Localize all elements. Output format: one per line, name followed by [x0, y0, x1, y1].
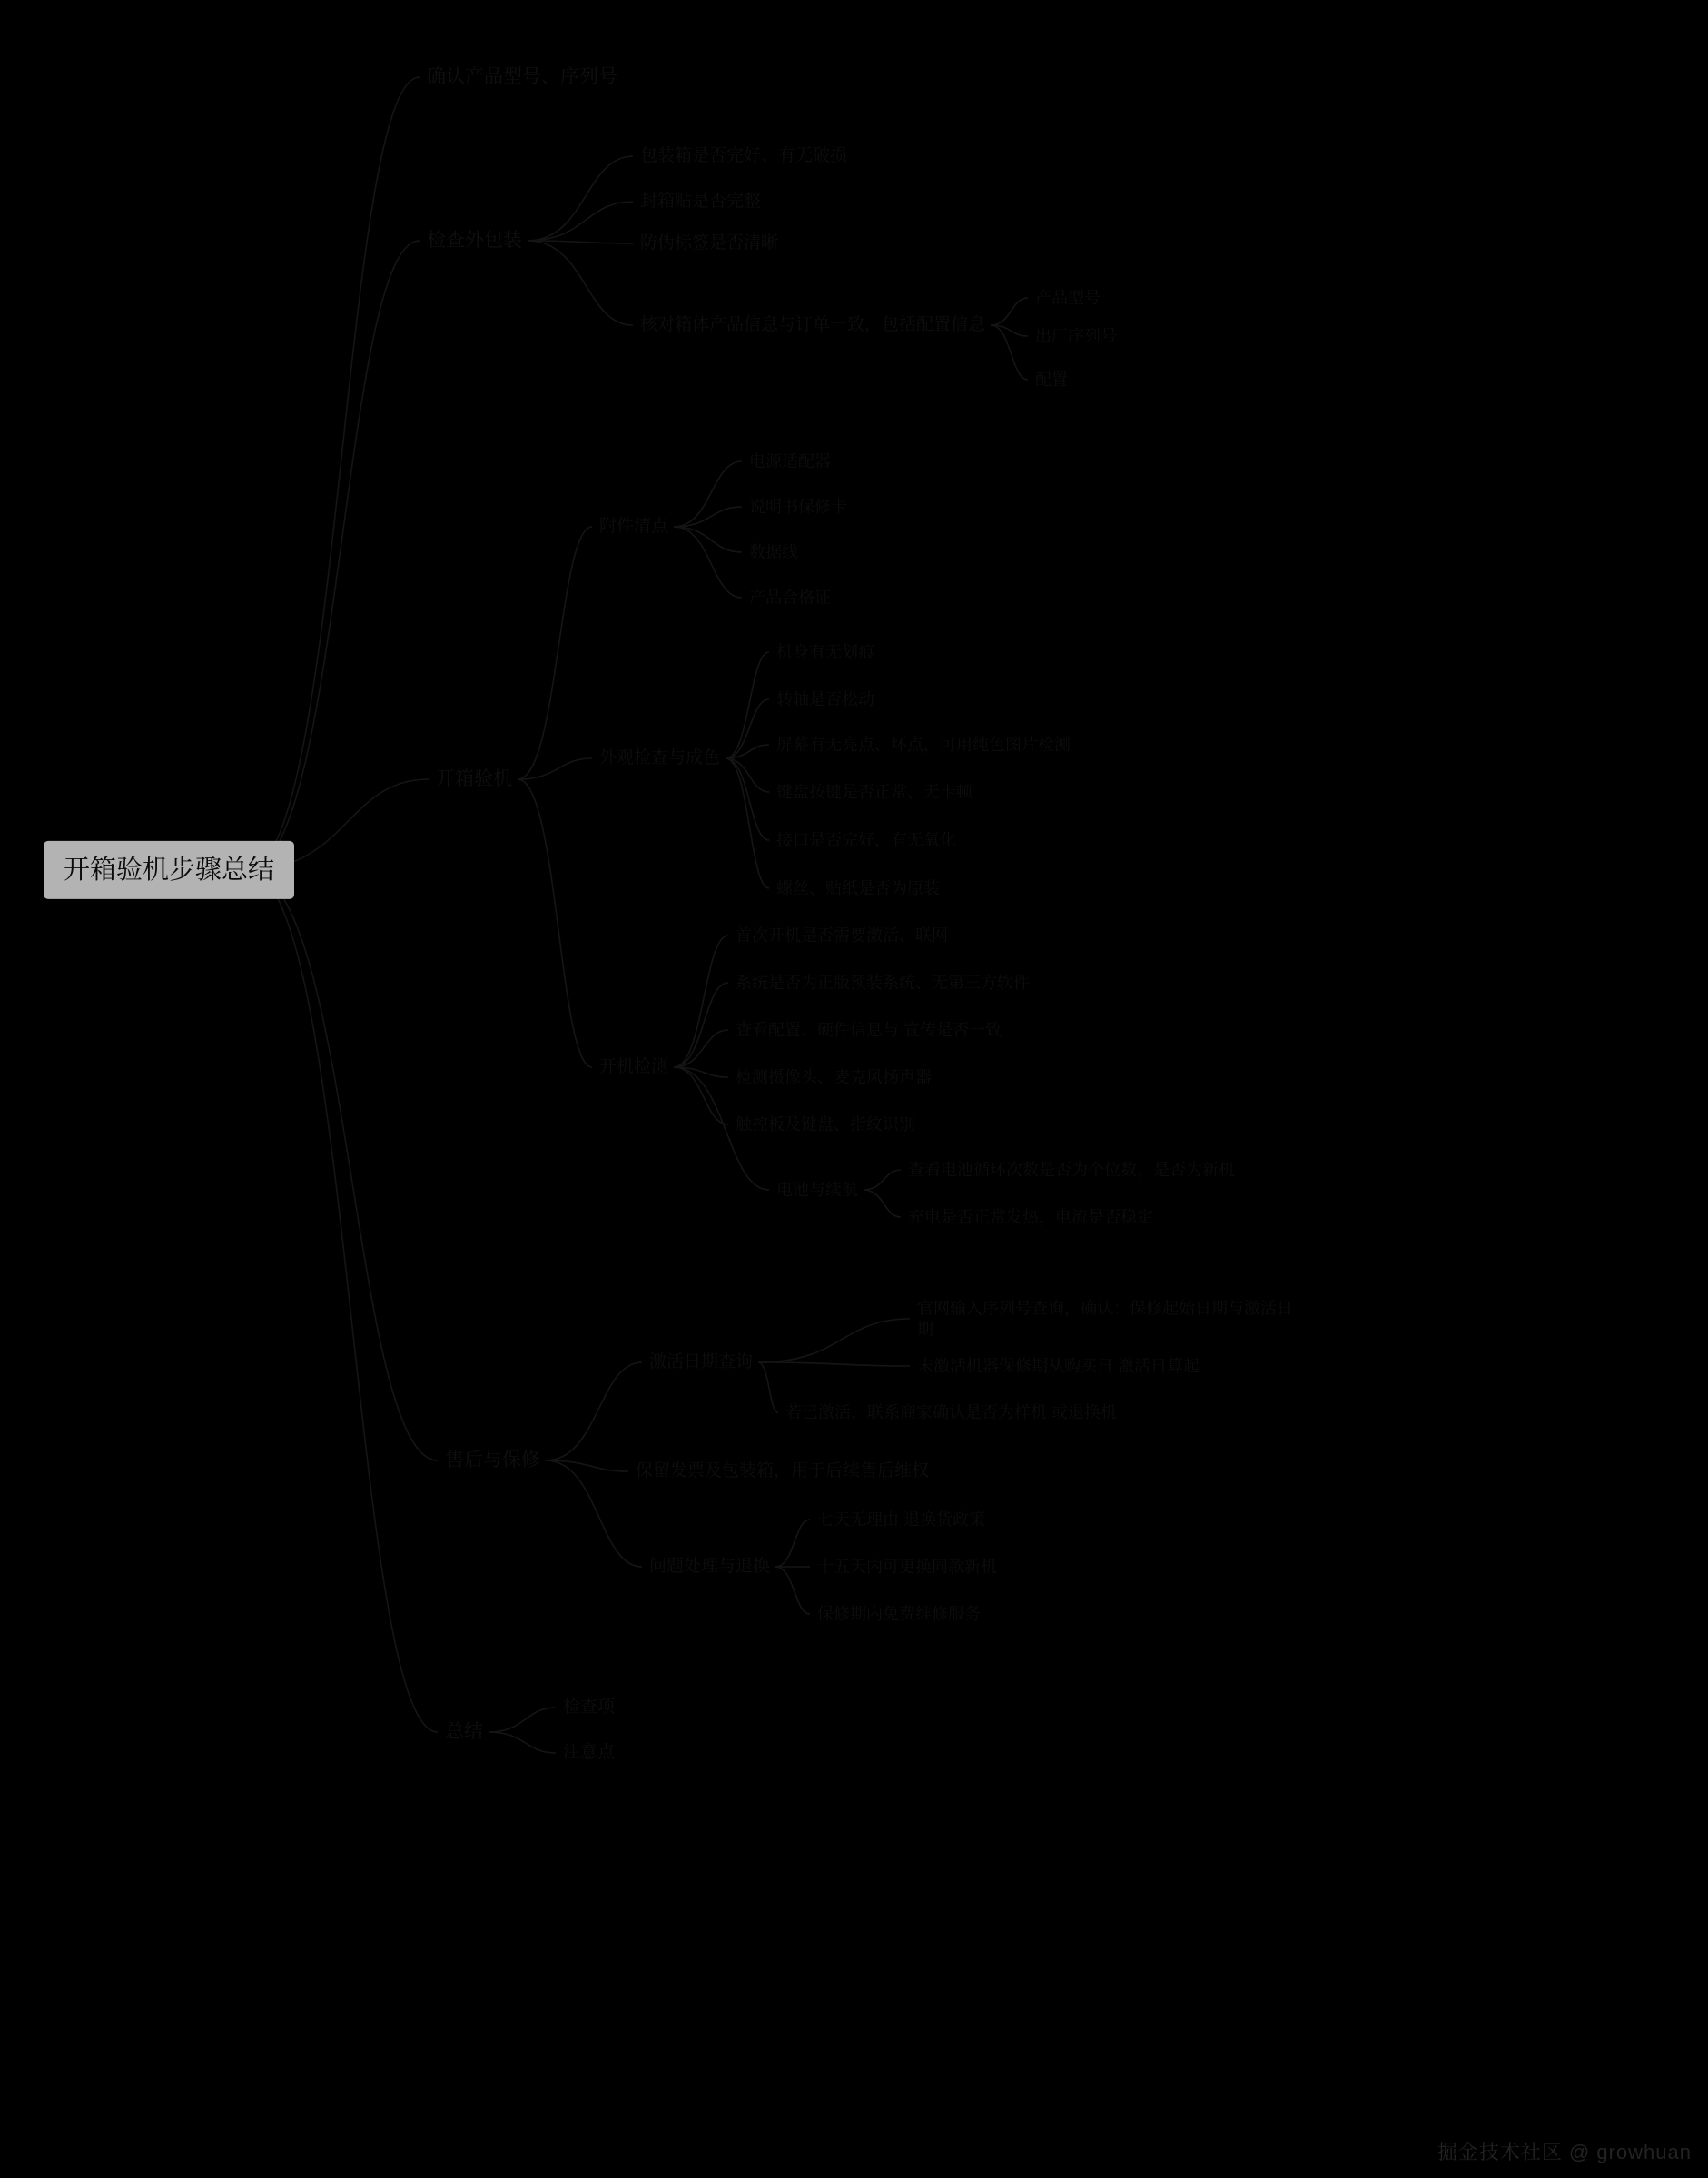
mindmap-node[interactable]: 售后与保修: [445, 1449, 540, 1470]
mindmap-node[interactable]: 转轴是否松动: [776, 689, 874, 708]
mindmap-node[interactable]: 注意点: [563, 1743, 616, 1763]
mindmap-node[interactable]: 出厂序列号: [1035, 326, 1117, 345]
mindmap-node[interactable]: 产品合格证: [749, 588, 831, 607]
mindmap-node[interactable]: 检查外包装: [427, 229, 522, 251]
mindmap-node[interactable]: 开箱验机: [436, 767, 512, 789]
mindmap-node[interactable]: 核对箱体产品信息与订单一致，包括配置信息: [640, 315, 986, 335]
mindmap-node[interactable]: 电源适配器: [749, 451, 831, 470]
mindmap-node[interactable]: 未激活机器保修期从购买日 激活日算起: [917, 1356, 1200, 1375]
mindmap-node[interactable]: 接口是否完好，有无氧化: [776, 830, 956, 849]
mindmap-node[interactable]: 配置: [1035, 370, 1068, 389]
mindmap-node[interactable]: 查看配置、硬件信息与 宣传是否一致: [736, 1020, 1002, 1039]
mindmap-node[interactable]: 官网输入序列号查询，确认：保修起始日期与激活日期: [917, 1299, 1293, 1338]
mindmap-node[interactable]: 激活日期查询: [649, 1352, 754, 1372]
mindmap-node[interactable]: 包装箱是否完好、有无破损: [640, 146, 848, 166]
mindmap-node[interactable]: 说明书保修卡: [749, 497, 847, 516]
mindmap-node[interactable]: 确认产品型号、序列号: [427, 65, 617, 87]
mindmap-node[interactable]: 电池与续航: [776, 1180, 858, 1199]
mindmap-node[interactable]: 开机检测: [599, 1057, 669, 1077]
mindmap-node[interactable]: 防伪标签是否清晰: [640, 233, 779, 253]
mindmap-node[interactable]: 若已激活，联系商家确认是否为样机 或退换机: [785, 1402, 1117, 1421]
mindmap-node[interactable]: 附件清点: [599, 517, 669, 537]
mindmap-node[interactable]: 保修期内免费维修服务: [817, 1604, 981, 1623]
mindmap-node[interactable]: 机身有无划痕: [776, 642, 874, 661]
mindmap-node[interactable]: 封箱贴是否完整: [640, 192, 762, 212]
mindmap-node[interactable]: 充电是否正常发热，电流是否稳定: [908, 1207, 1153, 1226]
mindmap-node[interactable]: 螺丝、贴纸是否为原装: [776, 878, 940, 897]
mindmap-node[interactable]: 问题处理与退换: [649, 1557, 771, 1577]
mindmap-node[interactable]: 保留发票及包装箱，用于后续售后维权: [636, 1461, 930, 1481]
mindmap-node[interactable]: 七天无理由 退换货政策: [817, 1510, 985, 1529]
watermark: 掘金技术社区 @ growhuan: [1436, 2141, 1692, 2163]
mindmap-node[interactable]: 系统是否为正版预装系统、无第三方软件: [736, 973, 1030, 992]
mindmap-root-node[interactable]: 开箱验机步骤总结: [44, 841, 294, 899]
mindmap-node[interactable]: 十五天内可更换同款新机: [817, 1557, 997, 1576]
mindmap-node[interactable]: 外观检查与成色: [599, 748, 721, 768]
mindmap-node[interactable]: 检测摄像头、麦克风扬声器: [736, 1067, 932, 1086]
mindmap-node[interactable]: 检查项: [563, 1698, 616, 1718]
mindmap-node[interactable]: 键盘按键是否正常、无卡顿: [776, 782, 972, 801]
mindmap-node[interactable]: 产品型号: [1035, 288, 1101, 307]
mindmap-node[interactable]: 触控板及键盘、指纹识别: [736, 1114, 915, 1134]
mindmap-node[interactable]: 总结: [445, 1720, 483, 1742]
mindmap-node[interactable]: 首次开机是否需要激活、联网: [736, 926, 948, 945]
mindmap-node[interactable]: 数据线: [749, 542, 798, 561]
mindmap-node[interactable]: 查看电池循环次数是否为个位数，是否为新机: [908, 1160, 1235, 1179]
mindmap-node[interactable]: 屏幕有无亮点、坏点，可用纯色图片检测: [776, 735, 1071, 754]
